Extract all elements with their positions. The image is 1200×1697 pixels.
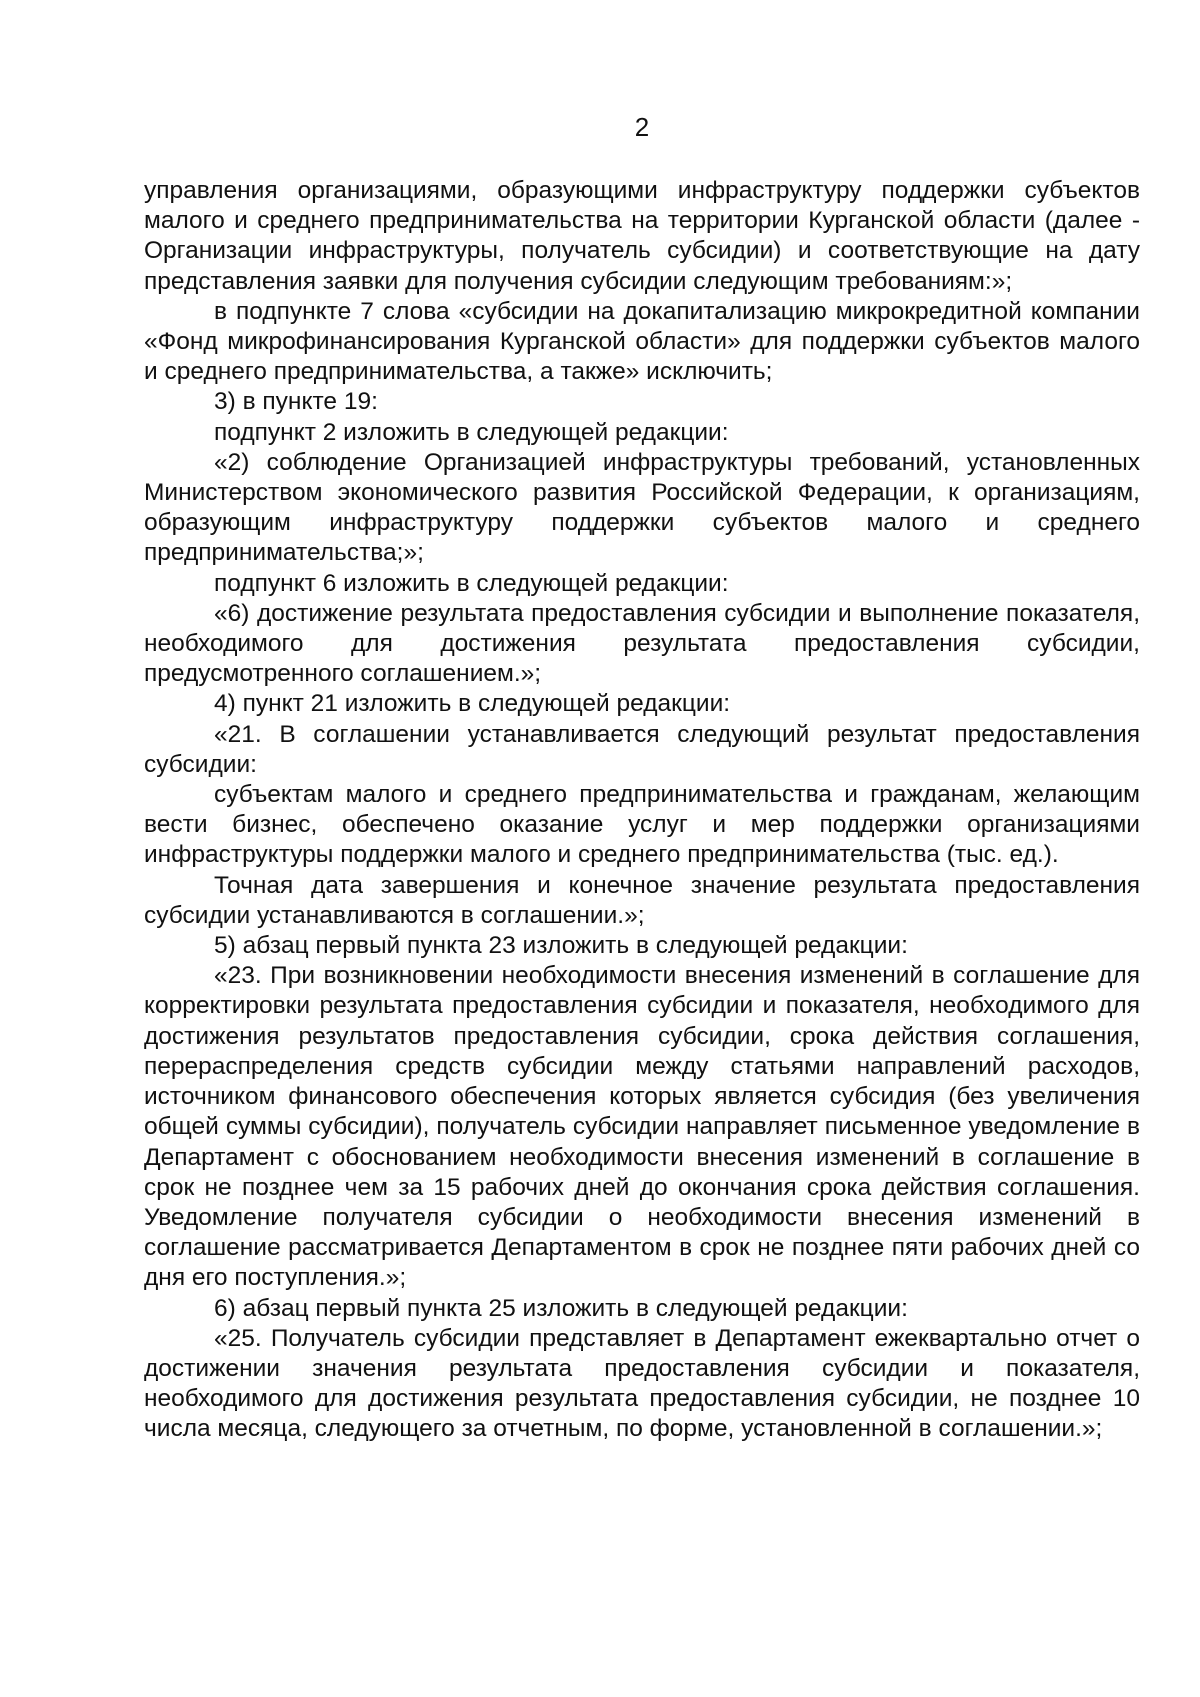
document-body bbox=[144, 176, 1140, 1445]
paragraph: «25. Получатель субсидии представляет в Департамент ежеквартально отчет о достижении значения результата предоставления субсидии и показателя, необходимого для достижения результата предоставления субсидии, не позднее 10 числа месяца, следующего за отчетным, по форме, установленной в соглашении.»; bbox=[144, 1324, 1140, 1443]
paragraph: «6) достижение результата предоставления субсидии и выполнение показателя, необходимого для достижения результата предоставления субсидии, предусмотренного соглашением.»; bbox=[144, 599, 1140, 688]
paragraph: 6) абзац первый пункта 25 изложить в следующей редакции: bbox=[214, 1294, 908, 1322]
paragraph-continuation: управления организациями, образующими инфраструктуру поддержки субъектов малого и среднего предпринимательства на территории Курганской области (далее - Организации инфраструктуры, получатель субсидии) и соответствующие на дату представления заявки для получения субсидии следующим требованиям:»; bbox=[144, 177, 1140, 295]
page-number: 2 bbox=[634, 112, 650, 142]
paragraph: в подпункте 7 слова «субсидии на докапитализацию микрокредитной компании «Фонд микрофинансирования Курганской области» для поддержки субъектов малого и среднего предпринимательства, а также» исключить; bbox=[144, 297, 1140, 386]
paragraph: 4) пункт 21 изложить в следующей редакции: bbox=[214, 690, 731, 718]
paragraph: «23. При возникновении необходимости внесения изменений в соглашение для корректировки результата предоставления субсидии и показателя, необходимого для достижения результатов предоставления субсидии, срока действия соглашения, перераспределения средств субсидии между статьями направлений расходов, источником финансового обеспечения которых является субсидия (без увеличения общей суммы субсидии), получатель субсидии направляет письменное уведомление в Департамент с обоснованием необходимости внесения изменений в соглашение в срок не позднее чем за 15 рабочих дней до окончания срока действия соглашения. Уведомление получателя субсидии о необходимости внесения изменений в соглашение рассматривается Департаментом в срок не позднее пяти рабочих дней со дня его поступления.»; bbox=[144, 962, 1140, 1292]
paragraph: «2) соблюдение Организацией инфраструктуры требований, установленных Министерством экономического развития Российской Федерации, к организациям, образующим инфраструктуру поддержки субъектов малого и среднего предпринимательства;»; bbox=[144, 448, 1140, 567]
paragraph: Точная дата завершения и конечное значение результата предоставления субсидии устанавливаются в соглашении.»; bbox=[144, 871, 1140, 929]
paragraph: субъектам малого и среднего предпринимательства и гражданам, желающим вести бизнес, обеспечено оказание услуг и мер поддержки организациями инфраструктуры поддержки малого и среднего предпринимательства (тыс. ед.). bbox=[144, 781, 1140, 869]
paragraph: 5) абзац первый пункта 23 изложить в следующей редакции: bbox=[214, 932, 908, 960]
paragraph: подпункт 6 изложить в следующей редакции: bbox=[214, 569, 729, 597]
paragraph: 3) в пункте 19: bbox=[214, 388, 378, 416]
paragraph: подпункт 2 изложить в следующей редакции: bbox=[214, 418, 729, 446]
paragraph: «21. В соглашении устанавливается следующий результат предоставления субсидии: bbox=[144, 720, 1140, 778]
